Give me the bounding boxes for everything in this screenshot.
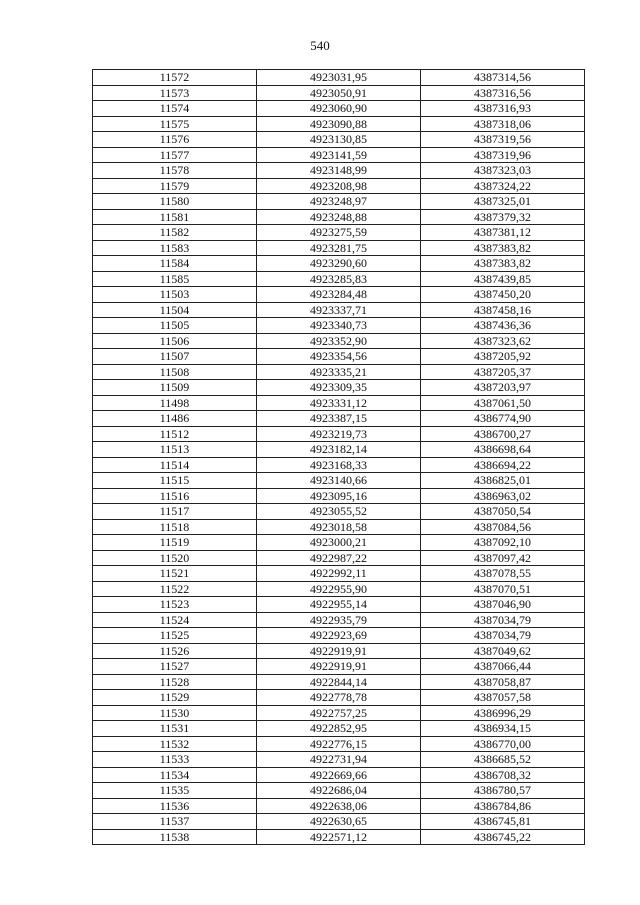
y-coordinate-cell: 4386700,27 [421, 426, 585, 442]
point-number-cell: 11582 [93, 225, 257, 241]
point-number-cell: 11521 [93, 566, 257, 582]
x-coordinate-cell: 4923055,52 [257, 504, 421, 520]
y-coordinate-cell: 4387316,93 [421, 101, 585, 117]
point-number-cell: 11525 [93, 628, 257, 644]
point-number-cell: 11508 [93, 364, 257, 380]
table-row [93, 349, 585, 365]
point-number-cell: 11517 [93, 504, 257, 520]
y-coordinate-cell: 4386708,32 [421, 767, 585, 783]
coordinates-table [92, 69, 585, 845]
y-coordinate-cell: 4386996,29 [421, 705, 585, 721]
y-coordinate-cell: 4387205,37 [421, 364, 585, 380]
point-number-cell: 11573 [93, 85, 257, 101]
x-coordinate-cell: 4923060,90 [257, 101, 421, 117]
table-row [93, 116, 585, 132]
point-number-cell: 11527 [93, 659, 257, 675]
x-coordinate-cell: 4923208,98 [257, 178, 421, 194]
point-number-cell: 11575 [93, 116, 257, 132]
y-coordinate-cell: 4386770,00 [421, 736, 585, 752]
x-coordinate-cell: 4922935,79 [257, 612, 421, 628]
point-number-cell: 11515 [93, 473, 257, 489]
point-number-cell: 11536 [93, 798, 257, 814]
table-row [93, 178, 585, 194]
point-number-cell: 11538 [93, 829, 257, 845]
y-coordinate-cell: 4386685,52 [421, 752, 585, 768]
x-coordinate-cell: 4923284,48 [257, 287, 421, 303]
x-coordinate-cell: 4923285,83 [257, 271, 421, 287]
table-row [93, 829, 585, 845]
x-coordinate-cell: 4923248,97 [257, 194, 421, 210]
y-coordinate-cell: 4387319,96 [421, 147, 585, 163]
table-row [93, 535, 585, 551]
table-row [93, 426, 585, 442]
table-row [93, 101, 585, 117]
x-coordinate-cell: 4923140,66 [257, 473, 421, 489]
table-row [93, 85, 585, 101]
y-coordinate-cell: 4387049,62 [421, 643, 585, 659]
y-coordinate-cell: 4387314,56 [421, 70, 585, 86]
y-coordinate-cell: 4387034,79 [421, 628, 585, 644]
x-coordinate-cell: 4922571,12 [257, 829, 421, 845]
y-coordinate-cell: 4387318,06 [421, 116, 585, 132]
table-row [93, 659, 585, 675]
point-number-cell: 11580 [93, 194, 257, 210]
table-row [93, 271, 585, 287]
point-number-cell: 11529 [93, 690, 257, 706]
y-coordinate-cell: 4386774,90 [421, 411, 585, 427]
table-row [93, 566, 585, 582]
y-coordinate-cell: 4387383,82 [421, 256, 585, 272]
point-number-cell: 11537 [93, 814, 257, 830]
x-coordinate-cell: 4922955,14 [257, 597, 421, 613]
x-coordinate-cell: 4923331,12 [257, 395, 421, 411]
y-coordinate-cell: 4387084,56 [421, 519, 585, 535]
y-coordinate-cell: 4387092,10 [421, 535, 585, 551]
point-number-cell: 11572 [93, 70, 257, 86]
table-row [93, 411, 585, 427]
point-number-cell: 11507 [93, 349, 257, 365]
point-number-cell: 11584 [93, 256, 257, 272]
x-coordinate-cell: 4922731,94 [257, 752, 421, 768]
y-coordinate-cell: 4386934,15 [421, 721, 585, 737]
point-number-cell: 11581 [93, 209, 257, 225]
table-row [93, 581, 585, 597]
x-coordinate-cell: 4923275,59 [257, 225, 421, 241]
table-row [93, 767, 585, 783]
y-coordinate-cell: 4387323,03 [421, 163, 585, 179]
table-row [93, 132, 585, 148]
table-row [93, 256, 585, 272]
table-row [93, 333, 585, 349]
table-row [93, 380, 585, 396]
x-coordinate-cell: 4923219,73 [257, 426, 421, 442]
table-row [93, 628, 585, 644]
x-coordinate-cell: 4922919,91 [257, 659, 421, 675]
y-coordinate-cell: 4387034,79 [421, 612, 585, 628]
x-coordinate-cell: 4922757,25 [257, 705, 421, 721]
x-coordinate-cell: 4923050,91 [257, 85, 421, 101]
point-number-cell: 11533 [93, 752, 257, 768]
y-coordinate-cell: 4387046,90 [421, 597, 585, 613]
y-coordinate-cell: 4387316,56 [421, 85, 585, 101]
y-coordinate-cell: 4387066,44 [421, 659, 585, 675]
table-row [93, 721, 585, 737]
y-coordinate-cell: 4386780,57 [421, 783, 585, 799]
y-coordinate-cell: 4387061,50 [421, 395, 585, 411]
table-row [93, 442, 585, 458]
table-row [93, 395, 585, 411]
point-number-cell: 11506 [93, 333, 257, 349]
table-row [93, 519, 585, 535]
table-row [93, 504, 585, 520]
x-coordinate-cell: 4923337,71 [257, 302, 421, 318]
y-coordinate-cell: 4386825,01 [421, 473, 585, 489]
point-number-cell: 11486 [93, 411, 257, 427]
y-coordinate-cell: 4387439,85 [421, 271, 585, 287]
x-coordinate-cell: 4922987,22 [257, 550, 421, 566]
y-coordinate-cell: 4387050,54 [421, 504, 585, 520]
x-coordinate-cell: 4922638,06 [257, 798, 421, 814]
point-number-cell: 11530 [93, 705, 257, 721]
point-number-cell: 11578 [93, 163, 257, 179]
y-coordinate-cell: 4386694,22 [421, 457, 585, 473]
point-number-cell: 11518 [93, 519, 257, 535]
point-number-cell: 11520 [93, 550, 257, 566]
y-coordinate-cell: 4387381,12 [421, 225, 585, 241]
y-coordinate-cell: 4387436,36 [421, 318, 585, 334]
x-coordinate-cell: 4922776,15 [257, 736, 421, 752]
y-coordinate-cell: 4387097,42 [421, 550, 585, 566]
x-coordinate-cell: 4922955,90 [257, 581, 421, 597]
point-number-cell: 11585 [93, 271, 257, 287]
point-number-cell: 11514 [93, 457, 257, 473]
y-coordinate-cell: 4387078,55 [421, 566, 585, 582]
x-coordinate-cell: 4923340,73 [257, 318, 421, 334]
table-row [93, 147, 585, 163]
table-row [93, 302, 585, 318]
x-coordinate-cell: 4923095,16 [257, 488, 421, 504]
table-row [93, 783, 585, 799]
x-coordinate-cell: 4923141,59 [257, 147, 421, 163]
point-number-cell: 11534 [93, 767, 257, 783]
point-number-cell: 11504 [93, 302, 257, 318]
table-row [93, 225, 585, 241]
x-coordinate-cell: 4923354,56 [257, 349, 421, 365]
point-number-cell: 11526 [93, 643, 257, 659]
x-coordinate-cell: 4923000,21 [257, 535, 421, 551]
x-coordinate-cell: 4923168,33 [257, 457, 421, 473]
table-row [93, 209, 585, 225]
x-coordinate-cell: 4922686,04 [257, 783, 421, 799]
x-coordinate-cell: 4923281,75 [257, 240, 421, 256]
table-row [93, 736, 585, 752]
y-coordinate-cell: 4387319,56 [421, 132, 585, 148]
y-coordinate-cell: 4387070,51 [421, 581, 585, 597]
table-row [93, 550, 585, 566]
x-coordinate-cell: 4922669,66 [257, 767, 421, 783]
point-number-cell: 11535 [93, 783, 257, 799]
y-coordinate-cell: 4386698,64 [421, 442, 585, 458]
point-number-cell: 11509 [93, 380, 257, 396]
table-row [93, 674, 585, 690]
x-coordinate-cell: 4922919,91 [257, 643, 421, 659]
y-coordinate-cell: 4387458,16 [421, 302, 585, 318]
table-row [93, 364, 585, 380]
point-number-cell: 11512 [93, 426, 257, 442]
table-row [93, 473, 585, 489]
x-coordinate-cell: 4922923,69 [257, 628, 421, 644]
x-coordinate-cell: 4923182,14 [257, 442, 421, 458]
x-coordinate-cell: 4923387,15 [257, 411, 421, 427]
table-row [93, 752, 585, 768]
x-coordinate-cell: 4922852,95 [257, 721, 421, 737]
page-number: 540 [310, 38, 330, 53]
point-number-cell: 11503 [93, 287, 257, 303]
x-coordinate-cell: 4922630,65 [257, 814, 421, 830]
table-row [93, 70, 585, 86]
table-row [93, 457, 585, 473]
y-coordinate-cell: 4387379,32 [421, 209, 585, 225]
table-body [93, 70, 585, 845]
x-coordinate-cell: 4923309,35 [257, 380, 421, 396]
table-row [93, 240, 585, 256]
x-coordinate-cell: 4923090,88 [257, 116, 421, 132]
table-row [93, 163, 585, 179]
point-number-cell: 11513 [93, 442, 257, 458]
table-row [93, 643, 585, 659]
y-coordinate-cell: 4387058,87 [421, 674, 585, 690]
x-coordinate-cell: 4923290,60 [257, 256, 421, 272]
y-coordinate-cell: 4387325,01 [421, 194, 585, 210]
y-coordinate-cell: 4387383,82 [421, 240, 585, 256]
y-coordinate-cell: 4387203,97 [421, 380, 585, 396]
point-number-cell: 11532 [93, 736, 257, 752]
table-row [93, 287, 585, 303]
y-coordinate-cell: 4387057,58 [421, 690, 585, 706]
point-number-cell: 11583 [93, 240, 257, 256]
x-coordinate-cell: 4923018,58 [257, 519, 421, 535]
table-row [93, 798, 585, 814]
y-coordinate-cell: 4387323,62 [421, 333, 585, 349]
x-coordinate-cell: 4923031,95 [257, 70, 421, 86]
point-number-cell: 11579 [93, 178, 257, 194]
table-row [93, 597, 585, 613]
point-number-cell: 11531 [93, 721, 257, 737]
table-row [93, 705, 585, 721]
y-coordinate-cell: 4387205,92 [421, 349, 585, 365]
point-number-cell: 11577 [93, 147, 257, 163]
table-row [93, 194, 585, 210]
table-row [93, 318, 585, 334]
y-coordinate-cell: 4386745,22 [421, 829, 585, 845]
point-number-cell: 11498 [93, 395, 257, 411]
y-coordinate-cell: 4387324,22 [421, 178, 585, 194]
point-number-cell: 11524 [93, 612, 257, 628]
point-number-cell: 11522 [93, 581, 257, 597]
table-row [93, 814, 585, 830]
point-number-cell: 11528 [93, 674, 257, 690]
y-coordinate-cell: 4387450,20 [421, 287, 585, 303]
x-coordinate-cell: 4923148,99 [257, 163, 421, 179]
x-coordinate-cell: 4923130,85 [257, 132, 421, 148]
point-number-cell: 11523 [93, 597, 257, 613]
x-coordinate-cell: 4922844,14 [257, 674, 421, 690]
x-coordinate-cell: 4923335,21 [257, 364, 421, 380]
y-coordinate-cell: 4386784,86 [421, 798, 585, 814]
x-coordinate-cell: 4922778,78 [257, 690, 421, 706]
table-row [93, 612, 585, 628]
y-coordinate-cell: 4386745,81 [421, 814, 585, 830]
point-number-cell: 11516 [93, 488, 257, 504]
point-number-cell: 11519 [93, 535, 257, 551]
x-coordinate-cell: 4923352,90 [257, 333, 421, 349]
point-number-cell: 11505 [93, 318, 257, 334]
point-number-cell: 11574 [93, 101, 257, 117]
table-row [93, 488, 585, 504]
y-coordinate-cell: 4386963,02 [421, 488, 585, 504]
x-coordinate-cell: 4923248,88 [257, 209, 421, 225]
table-row [93, 690, 585, 706]
point-number-cell: 11576 [93, 132, 257, 148]
x-coordinate-cell: 4922992,11 [257, 566, 421, 582]
